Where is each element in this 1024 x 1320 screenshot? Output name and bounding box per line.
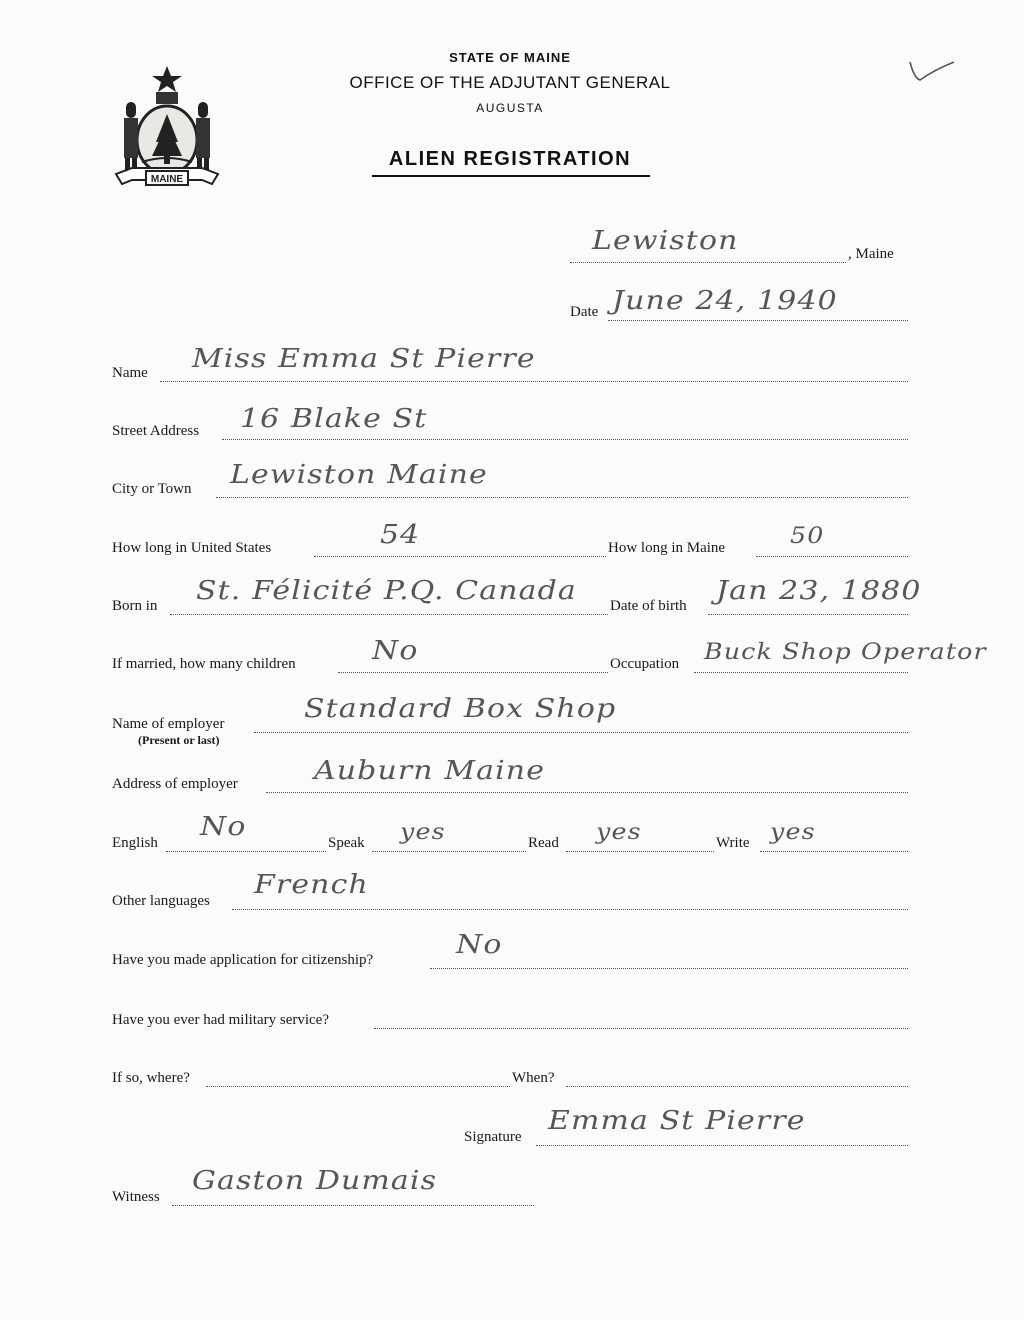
read-label: Read [528,835,559,851]
military-label: Have you ever had military service? [112,1012,329,1028]
other-languages-label: Other languages [112,893,210,909]
svg-text:MAINE: MAINE [150,174,184,185]
city-line [216,497,908,498]
us-years-value: 54 [380,520,421,550]
name-line [160,381,908,382]
witness-label: Witness [112,1189,160,1205]
english-label: English [112,835,158,851]
dob-label: Date of birth [610,598,687,614]
military-line [374,1028,908,1029]
citizenship-line [430,968,908,969]
when-line [566,1086,908,1087]
maine-years-label: How long in Maine [608,540,726,556]
employer-label: Name of employer [112,716,225,732]
us-years-line [314,556,606,557]
street-value: 16 Blake St [240,404,428,434]
born-in-label: Born in [112,598,158,614]
date-value: June 24, 1940 [612,286,838,316]
employer-address-line [266,792,908,793]
city-label: City or Town [112,481,192,497]
occupation-label: Occupation [610,656,680,672]
maine-years-value: 50 [790,524,825,549]
employer-value: Standard Box Shop [304,694,617,724]
read-line [566,851,714,852]
dob-line [708,614,908,615]
citizenship-value: No [456,930,503,960]
city-heading: AUGUSTA [476,101,544,115]
employer-sublabel: (Present or last) [138,733,220,747]
where-label: If so, where? [112,1070,190,1086]
location-suffix: , Maine [848,246,894,262]
born-in-value: St. Félicité P.Q. Canada [196,576,577,606]
title-underline [372,175,650,177]
employer-address-value: Auburn Maine [314,756,546,786]
state-heading: STATE OF MAINE [449,50,571,65]
us-years-label: How long in United States [112,540,272,556]
street-line [222,439,908,440]
street-label: Street Address [112,423,200,439]
employer-line [254,732,908,733]
english-line [166,851,326,852]
date-line [608,320,908,321]
other-languages-value: French [254,870,369,900]
occupation-value: Buck Shop Operator [704,640,987,665]
location-value: Lewiston [592,226,739,256]
where-line [206,1086,510,1087]
signature-value: Emma St Pierre [548,1106,806,1136]
name-label: Name [112,365,148,381]
speak-value: yes [400,820,446,845]
write-line [760,851,908,852]
children-value: No [372,636,419,666]
maine-years-line [756,556,908,557]
speak-label: Speak [328,835,365,851]
witness-line [172,1205,534,1206]
city-value: Lewiston Maine [230,460,488,490]
form-title: ALIEN REGISTRATION [388,148,632,170]
employer-address-label: Address of employer [112,776,238,792]
location-line [570,262,846,263]
born-in-line [170,614,608,615]
speak-line [372,851,526,852]
write-value: yes [770,820,816,845]
date-label: Date [570,304,599,320]
dob-value: Jan 23, 1880 [716,576,922,606]
when-label: When? [512,1070,555,1086]
other-languages-line [232,909,908,910]
children-line [338,672,608,673]
signature-line [536,1145,908,1146]
witness-value: Gaston Dumais [192,1166,438,1196]
english-value: No [200,812,247,842]
office-heading: OFFICE OF THE ADJUTANT GENERAL [349,73,671,92]
write-label: Write [716,835,750,851]
occupation-line [694,672,908,673]
citizenship-label: Have you made application for citizenship? [112,952,374,968]
name-value: Miss Emma St Pierre [192,344,536,374]
signature-label: Signature [464,1129,522,1145]
read-value: yes [596,820,642,845]
check-mark-icon [906,56,958,86]
children-label: If married, how many children [112,656,296,672]
